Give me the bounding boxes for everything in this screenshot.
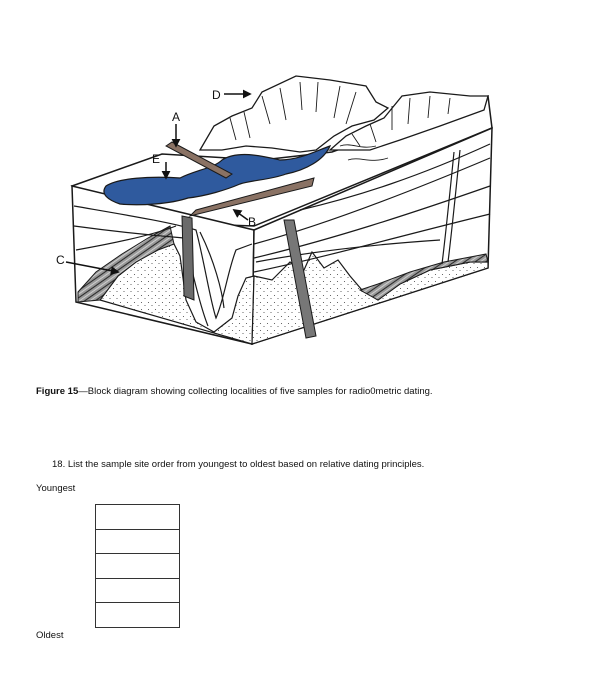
oldest-label: Oldest [36,630,64,641]
label-a: A [172,110,181,124]
figure-caption-text: —Block diagram showing collecting localities of five samples for radio0metric dating. [78,386,433,397]
dike-vertical-left [182,216,194,300]
label-e: E [152,152,161,166]
figure-caption [36,386,433,397]
label-d: D [212,88,221,102]
question-text: 18. List the sample site order from youngest to oldest based on relative dating principles. [52,459,425,470]
answer-cell-3[interactable] [96,554,180,579]
figure-caption-label: Figure 15 [36,386,79,397]
label-c: C [56,253,65,267]
answer-cell-2[interactable] [96,529,180,554]
answer-cell-5[interactable] [96,603,180,628]
answer-cell-1[interactable] [96,505,180,530]
answer-table [95,504,180,628]
youngest-label: Youngest [36,483,76,494]
label-b: B [248,215,257,229]
answer-cell-4[interactable] [96,578,180,603]
